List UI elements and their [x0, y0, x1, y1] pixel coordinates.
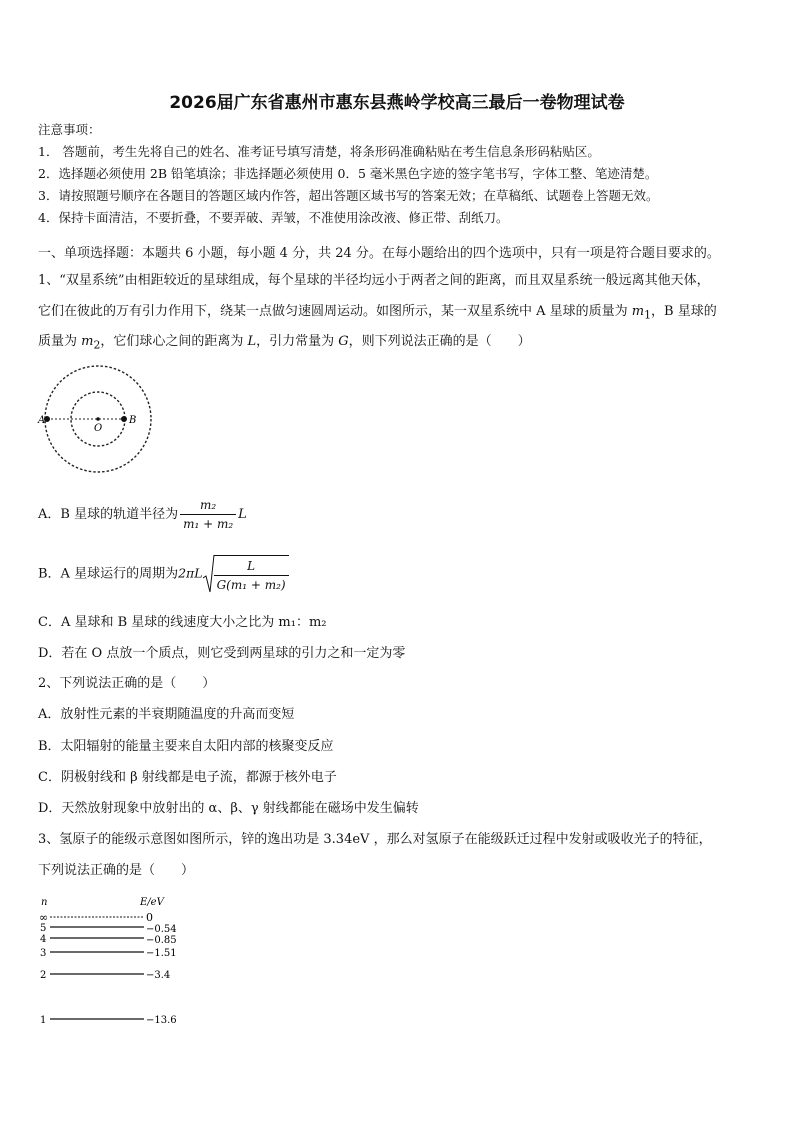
level-n-5: 5 — [40, 923, 47, 934]
fraction: $\frac{\text{m₂}}{\text{m₁ + m₂}}$ — [180, 496, 236, 533]
binary-star-figure — [34, 362, 164, 477]
section-heading: 一、单项选择题：本题共 6 小题，每小题 4 分，共 24 分。在每小题给出的四个选项中，只有一项是符合题目要求的。 — [38, 246, 720, 261]
level-e-4: −0.85 — [146, 935, 177, 946]
level-n-inf: ∞ — [39, 911, 49, 924]
q1-option-b: B．A 星球运行的周期为2πL $\frac{L}{\text{G(m₁ + m₂)}}$ — [38, 554, 291, 594]
label-a: A — [38, 415, 46, 426]
q3-line-1: 3、氢原子的能级示意图如图所示，锌的逸出功是 3.34eV ，那么对氢原子在能级跃迁过程中发射或吸收光子的特征， — [38, 832, 712, 847]
level-e-inf: 0 — [146, 911, 153, 924]
level-e-3: −1.51 — [146, 948, 177, 959]
page-title: 2026届广东省惠州市惠东县燕岭学校高三最后一卷物理试卷 — [169, 93, 625, 113]
notice-heading: 注意事项： — [38, 122, 101, 137]
q2-option-a: A．放射性元素的半衰期随温度的升高而变短 — [38, 707, 295, 722]
notice-item-2: 2．选择题必须使用 2B 铅笔填涂；非选择题必须使用 0．5 毫米黑色字迹的签字笔书写，字体工整、笔迹清楚。 — [38, 166, 658, 181]
notice-item-4: 4．保持卡面清洁，不要折叠，不要弄破、弄皱，不准使用涂改液、修正带、刮纸刀。 — [38, 210, 509, 225]
q1-option-a: A．B 星球的轨道半径为 $\frac{\text{m₂}}{\text{m₁ + m₂}}$ L — [38, 498, 247, 531]
q1-line-1: 1、“双星系统”由相距较近的星球组成，每个星球的半径均远小于两者之间的距离，而且双星系统一般远离其他天体， — [38, 273, 710, 288]
q2-option-d: D．天然放射现象中放射出的 α、β、γ 射线都能在磁场中发生偏转 — [38, 801, 419, 816]
q1-line-3: 质量为 $m_2$，它们球心之间的距离为 L，引力常量为 G，则下列说法正确的是（ ） — [38, 334, 531, 352]
q2-stem: 2、下列说法正确的是（ ） — [38, 676, 216, 691]
q3-line-2: 下列说法正确的是（ ） — [38, 863, 195, 878]
q1-option-d: D．若在 O 点放一个质点，则它受到两星球的引力之和一定为零 — [38, 646, 406, 661]
level-n-2: 2 — [40, 970, 47, 981]
level-n-1: 1 — [40, 1015, 47, 1026]
center-o — [96, 417, 100, 421]
level-n-4: 4 — [40, 934, 47, 945]
label-o: O — [94, 423, 103, 434]
notice-item-3: 3．请按照题号顺序在各题目的答题区域内作答，超出答题区域书写的答案无效；在草稿纸、试题卷上答题无效。 — [38, 188, 659, 203]
label-b: B — [129, 415, 137, 426]
sqrt-expression — [203, 554, 291, 594]
q2-option-b: B．太阳辐射的能量主要来自太阳内部的核聚变反应 — [38, 739, 334, 754]
energy-axis-label: E/eV — [140, 897, 164, 908]
notice-item-1: 1． 答题前，考生先将自己的姓名、准考证号填写清楚，将条形码准确粘贴在考生信息条形码粘贴区。 — [38, 144, 600, 159]
energy-level-diagram — [36, 893, 196, 1038]
level-e-1: −13.6 — [146, 1015, 177, 1026]
star-b — [121, 416, 127, 422]
level-n-3: 3 — [40, 948, 47, 959]
q1-line-2: 它们在彼此的万有引力作用下，绕某一点做匀速圆周运动。如图所示，某一双星系统中 A 星球的质量为 $m_1$，B 星球的 — [38, 304, 717, 322]
n-axis-label: n — [41, 897, 48, 908]
q1-option-c: C．A 星球和 B 星球的线速度大小之比为 m₁：m₂ — [38, 615, 327, 630]
level-e-2: −3.4 — [146, 970, 171, 981]
level-e-5: −0.54 — [146, 924, 177, 935]
q2-option-c: C．阴极射线和 β 射线都是电子流，都源于核外电子 — [38, 770, 337, 785]
sqrt-fraction: $\frac{L}{\text{G(m₁ + m₂)}}$ — [214, 555, 289, 594]
